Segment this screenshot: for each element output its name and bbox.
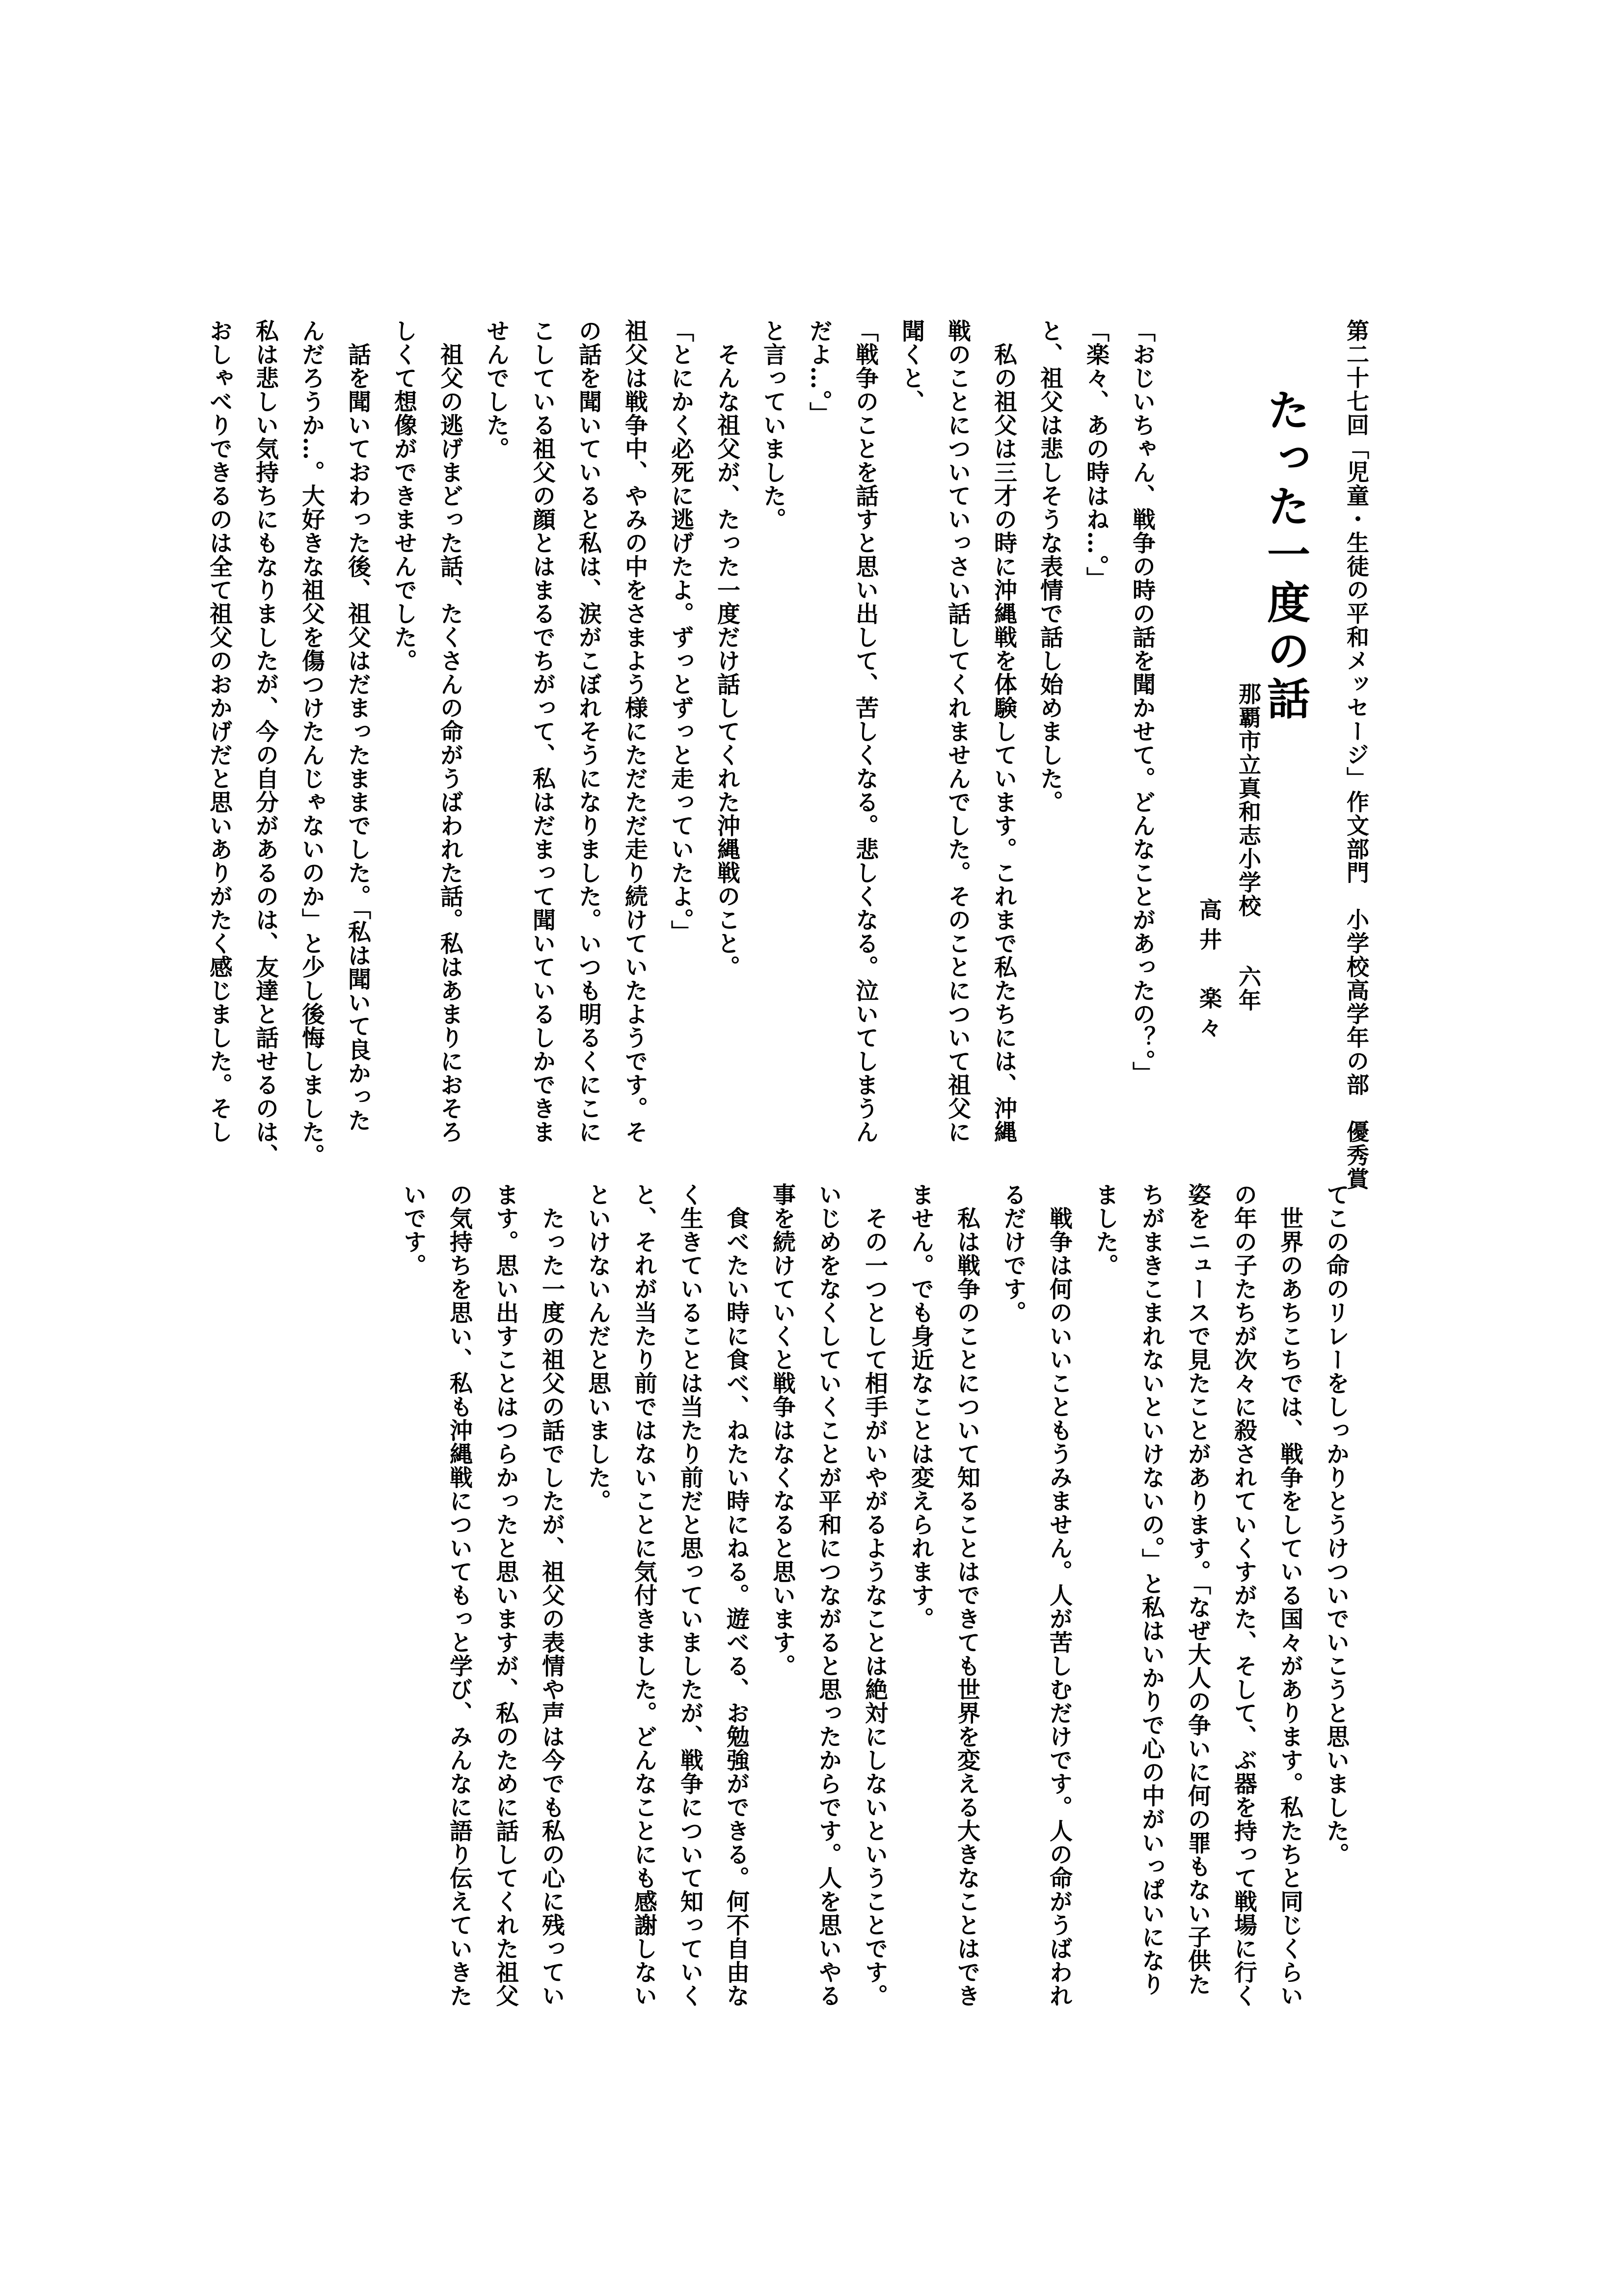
author-name: 高井 楽々: [1196, 898, 1222, 1045]
text-line: そんな祖父が、たった一度だけ話してくれた沖縄戦のこと。: [713, 319, 740, 979]
essay-body-part-2: [390, 1183, 1359, 2007]
text-line: の年の子たちが次々に殺されていくすがた、そして、ぶ器を持って戦場に行く: [1230, 1183, 1257, 2007]
award-line: 第二十七回「児童・生徒の平和メッセージ」作文部門 小学校高学年の部 優秀賞: [1343, 319, 1370, 1191]
text-line: ます。思い出すことはつらかったと思いますが、私のために話してくれた祖父: [492, 1183, 519, 2007]
school-name: 那覇市立真和志小学校 六年: [1235, 682, 1262, 1012]
text-line: たった一度の祖父の話でしたが、祖父の表情や声は今でも私の心に残ってい: [538, 1183, 565, 2007]
text-line: 戦のことについていっさい話してくれませんでした。そのことについて祖父に: [944, 319, 971, 1144]
text-line: 「とにかく必死に逃げたよ。ずっとずっと走っていたよ。」: [667, 319, 694, 944]
text-line: の話を聞いていると私は、涙がこぼれそうになりました。いつも明るくにこに: [575, 319, 602, 1144]
text-line: といけないんだと思いました。: [584, 1183, 611, 1513]
text-line: と言っていました。: [759, 319, 786, 531]
text-line: こしている祖父の顔とはまるでちがって、私はだまって聞いているしかできま: [529, 319, 556, 1144]
text-line: るだけです。: [1000, 1183, 1027, 1324]
essay-body-part-1: [196, 319, 1165, 1167]
text-line: 私の祖父は三才の時に沖縄戦を体験しています。これまで私たちには、沖縄: [990, 319, 1017, 1144]
text-line: 祖父は戦争中、やみの中をさまよう様にただただ走り続けていたようです。そ: [621, 319, 648, 1144]
text-line: んだろうか…。大好きな祖父を傷つけたんじゃないのか」と少し後悔しました。: [298, 319, 325, 1167]
text-line: く生きていることは当たり前だと思っていましたが、戦争について知っていく: [677, 1183, 704, 2007]
text-line: いじめをなくしていくことが平和につながると思ったからです。人を思いやる: [815, 1183, 842, 2007]
text-line: と、それが当たり前ではないことに気付きました。どんなことにも感謝しない: [630, 1183, 657, 2007]
text-line: せんでした。: [483, 319, 510, 460]
text-line: その一つとして相手がいやがるようなことは絶対にしないということです。: [861, 1183, 888, 2007]
text-line: ました。: [1092, 1183, 1119, 1277]
text-line: おしゃべりできるのは全て祖父のおかげだと思いありがたく感じました。そし: [206, 319, 233, 1144]
text-line: 戦争は何のいいこともうみません。人が苦しむだけです。人の命がうばわれ: [1046, 1183, 1073, 2007]
text-line: 姿をニュースで見たことがあります。「なぜ大人の争いに何の罪もない子供た: [1184, 1183, 1211, 1996]
text-line: 話を聞いておわった後、祖父はだまったままでした。「私は聞いて良かった: [344, 319, 371, 1132]
text-line: ちがまきこまれないといけないの。」と私はいかりで心の中がいっぱいになり: [1138, 1183, 1165, 1996]
text-line: 私は戦争のことについて知ることはできても世界を変える大きなことはでき: [953, 1183, 980, 2007]
text-line: の気持ちを思い、私も沖縄戦についてもっと学び、みんなに語り伝えていきた: [446, 1183, 473, 2007]
text-line: てこの命のリレーをしっかりとうけついでいこうと思いました。: [1323, 1183, 1350, 1866]
text-line: 「楽々、あの時はね…。」: [1083, 319, 1110, 590]
text-line: 「おじいちゃん、戦争の時の話を聞かせて。どんなことがあったの？。」: [1129, 319, 1156, 1085]
text-line: いです。: [400, 1183, 427, 1277]
text-line: 祖父の逃げまどった話、たくさんの命がうばわれた話。私はあまりにおそろ: [436, 319, 463, 1144]
text-line: 食べたい時に食べ、ねたい時にねる。遊べる、お勉強ができる。何不自由な: [723, 1183, 750, 2007]
text-line: 「戦争のことを話すと思い出して、苦しくなる。悲しくなる。泣いてしまうん: [852, 319, 879, 1144]
text-line: ません。でも身近なことは変えられます。: [907, 1183, 934, 1630]
text-line: 私は悲しい気持ちにもなりましたが、今の自分があるのは、友達と話せるのは、: [252, 319, 279, 1167]
text-line: だよ…。」: [806, 319, 833, 426]
text-line: しくて想像ができませんでした。: [390, 319, 417, 672]
essay-title: たった一度の話: [1260, 388, 1311, 724]
text-line: と、祖父は悲しそうな表情で話し始めました。: [1036, 319, 1063, 814]
text-line: 事を続けていくと戦争はなくなると思います。: [769, 1183, 796, 1678]
text-line: 聞くと、: [898, 319, 925, 413]
text-line: 世界のあちこちでは、戦争をしている国々があります。私たちと同じくらい: [1276, 1183, 1303, 2007]
